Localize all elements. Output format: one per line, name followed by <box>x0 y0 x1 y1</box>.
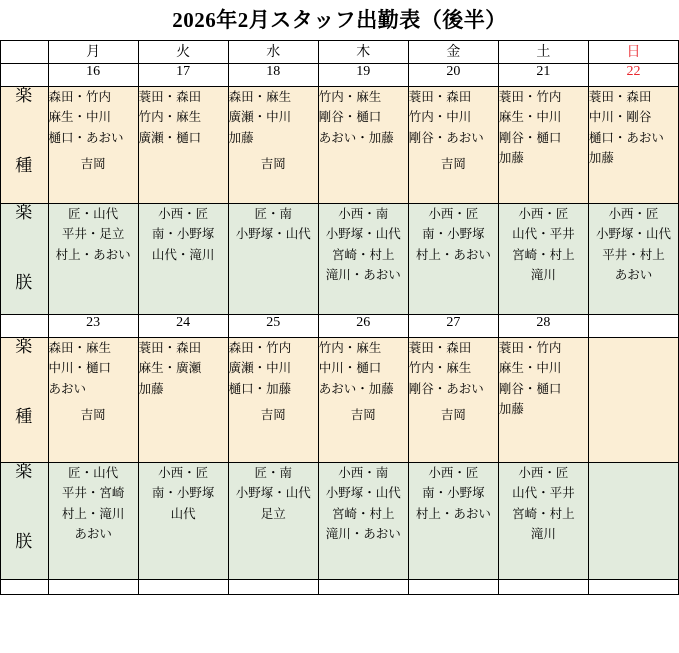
shift-line: 小西・匠 <box>428 466 479 480</box>
shift-line: 村上・滝川 <box>61 506 125 521</box>
shift-line: あおい <box>48 381 87 396</box>
shift-line: 村上・あおい <box>415 506 491 521</box>
shift-line: 南・小野塚 <box>422 486 485 501</box>
shift-cell <box>138 87 228 204</box>
shift-line: 加藤 <box>498 150 524 165</box>
shift-line: 滝川 <box>530 267 556 282</box>
shift-lead: 吉岡 <box>80 156 106 171</box>
week2-seitai-row <box>1 338 679 463</box>
partial-cell <box>588 580 678 595</box>
shift-line: あおい <box>614 267 653 282</box>
shift-line: 加藤 <box>498 401 524 416</box>
shift-lead: 吉岡 <box>440 156 466 171</box>
day-of-week-header-row <box>1 41 679 64</box>
shift-cell <box>408 338 498 463</box>
shift-line: 南・小野塚 <box>151 486 215 501</box>
shift-line: 匠・山代 <box>68 207 119 221</box>
shift-line: 宮崎・村上 <box>332 247 395 262</box>
shift-line: 南・小野塚 <box>422 227 485 242</box>
shift-cell <box>498 338 588 463</box>
partial-cell <box>318 580 408 595</box>
shift-lead: 吉岡 <box>260 407 286 422</box>
shift-line: 剛谷・樋口 <box>498 130 562 145</box>
week2-date-row <box>1 315 679 338</box>
shift-line: 蓑田・森田 <box>408 90 472 104</box>
shift-line: 蓑田・竹内 <box>498 341 562 355</box>
date-cell: 24 <box>138 315 228 338</box>
shift-line: 加藤 <box>228 130 254 145</box>
shift-cell <box>138 338 228 463</box>
shift-line: 小西・匠 <box>518 207 569 221</box>
row-label-seitai <box>1 87 49 204</box>
shift-line: 小西・匠 <box>518 466 569 480</box>
shift-cell <box>48 338 138 463</box>
shift-line: 剛谷・樋口 <box>498 381 562 396</box>
shift-line: 麻生・中川 <box>498 361 562 376</box>
date-cell: 23 <box>48 315 138 338</box>
shift-cell <box>408 204 498 315</box>
shift-line: 剛谷・あおい <box>408 381 484 396</box>
shift-cell <box>228 204 318 315</box>
shift-line: 樋口・加藤 <box>228 381 292 396</box>
shift-line: 小野塚・山代 <box>325 486 401 501</box>
date-cell: 22 <box>588 64 678 87</box>
shift-line: 山代 <box>170 506 196 521</box>
shift-line: 山代・滝川 <box>151 247 215 262</box>
shift-line: 竹内・麻生 <box>138 110 202 125</box>
shift-line: 滝川 <box>530 526 556 541</box>
next-row-partial <box>1 580 679 595</box>
shift-line: 匠・南 <box>254 466 292 480</box>
shift-line: 麻生・中川 <box>498 110 562 125</box>
shift-cell <box>498 463 588 580</box>
shift-line: 麻生・中川 <box>48 110 112 125</box>
corner-cell <box>1 41 49 64</box>
date-cell: 18 <box>228 64 318 87</box>
shift-lead: 吉岡 <box>80 407 106 422</box>
partial-cell <box>138 580 228 595</box>
shift-line: 小野塚・山代 <box>325 227 401 242</box>
week1-seitai-row <box>1 87 679 204</box>
shift-line: あおい・加藤 <box>318 381 394 396</box>
shift-line: 平井・足立 <box>61 227 125 242</box>
week1-sinkyu-row <box>1 204 679 315</box>
shift-line: 小西・南 <box>338 466 389 480</box>
shift-cell <box>408 87 498 204</box>
shift-line: 匠・南 <box>254 207 292 221</box>
date-cell: 26 <box>318 315 408 338</box>
shift-line: 南・小野塚 <box>151 227 215 242</box>
shift-line: 村上・あおい <box>415 247 491 262</box>
shift-line: 麻生・廣瀬 <box>138 361 202 376</box>
shift-line: 滝川・あおい <box>325 526 401 541</box>
shift-line: 小西・匠 <box>428 207 479 221</box>
row-label-seitai-char1: 楽 <box>15 337 34 356</box>
shift-line: あおい <box>74 526 112 541</box>
shift-lead: 吉岡 <box>260 156 286 171</box>
date-cell: 20 <box>408 64 498 87</box>
shift-line: 小西・匠 <box>158 466 209 480</box>
schedule-table <box>0 40 679 595</box>
shift-line: 森田・麻生 <box>228 90 292 104</box>
shift-line: 中川・樋口 <box>48 361 112 376</box>
shift-line: 小西・南 <box>338 207 389 221</box>
shift-line: 剛谷・樋口 <box>318 110 382 125</box>
dow-thu: 木 <box>318 41 408 64</box>
week2-date-label <box>1 315 49 338</box>
shift-cell-empty <box>588 463 678 580</box>
shift-line: 宮崎・村上 <box>332 506 395 521</box>
dow-sat: 土 <box>498 41 588 64</box>
shift-line: 竹内・中川 <box>408 110 472 125</box>
shift-line: 竹内・麻生 <box>408 361 472 376</box>
date-cell: 19 <box>318 64 408 87</box>
shift-cell <box>318 463 408 580</box>
shift-line: 中川・剛谷 <box>588 110 652 125</box>
week1-date-row <box>1 64 679 87</box>
shift-cell <box>48 463 138 580</box>
shift-line: 森田・竹内 <box>48 90 112 104</box>
shift-lead: 吉岡 <box>440 407 466 422</box>
shift-line: 宮崎・村上 <box>512 506 575 521</box>
shift-cell <box>138 204 228 315</box>
shift-line: 平井・宮崎 <box>61 486 125 501</box>
shift-line: 山代・平井 <box>512 486 575 501</box>
row-label-sinkyu-char2: 朕 <box>15 531 34 551</box>
shift-line: 小野塚・山代 <box>235 227 311 242</box>
dow-sun: 日 <box>588 41 678 64</box>
row-label-seitai <box>1 338 49 463</box>
date-cell: 16 <box>48 64 138 87</box>
shift-line: 樋口・あおい <box>48 130 124 145</box>
row-label-sinkyu <box>1 463 49 580</box>
date-cell: 28 <box>498 315 588 338</box>
dow-mon: 月 <box>48 41 138 64</box>
shift-line: 蓑田・森田 <box>138 90 202 104</box>
shift-line: 足立 <box>260 506 286 521</box>
row-label-sinkyu-char1: 楽 <box>15 203 34 222</box>
dow-wed: 水 <box>228 41 318 64</box>
shift-line: あおい・加藤 <box>318 130 394 145</box>
shift-cell <box>588 204 678 315</box>
shift-line: 平井・村上 <box>602 247 665 262</box>
partial-cell <box>408 580 498 595</box>
shift-cell <box>318 204 408 315</box>
shift-line: 宮崎・村上 <box>512 247 575 262</box>
shift-line: 滝川・あおい <box>325 267 401 282</box>
shift-line: 小西・匠 <box>608 207 659 221</box>
shift-line: 廣瀬・中川 <box>228 110 292 125</box>
shift-cell <box>498 87 588 204</box>
shift-cell <box>228 87 318 204</box>
shift-line: 山代・平井 <box>512 227 575 242</box>
shift-cell <box>48 204 138 315</box>
row-label-seitai-char1: 楽 <box>15 86 34 105</box>
date-cell: 25 <box>228 315 318 338</box>
shift-cell <box>408 463 498 580</box>
row-label-sinkyu-char2: 朕 <box>15 272 34 292</box>
row-label-sinkyu <box>1 204 49 315</box>
shift-line: 小西・匠 <box>158 207 209 221</box>
dow-fri: 金 <box>408 41 498 64</box>
shift-line: 竹内・麻生 <box>318 90 382 104</box>
shift-cell <box>48 87 138 204</box>
shift-cell <box>498 204 588 315</box>
shift-line: 剛谷・あおい <box>408 130 484 145</box>
week2-sinkyu-row <box>1 463 679 580</box>
dow-tue: 火 <box>138 41 228 64</box>
week1-date-label <box>1 64 49 87</box>
date-cell: 27 <box>408 315 498 338</box>
shift-lead: 吉岡 <box>350 407 376 422</box>
row-label-seitai-char2: 種 <box>15 406 34 426</box>
row-label-seitai-char2: 種 <box>15 155 34 175</box>
page-title: 2026年2月スタッフ出勤表（後半） <box>172 8 507 32</box>
shift-cell <box>318 338 408 463</box>
shift-cell-empty <box>588 338 678 463</box>
partial-cell <box>228 580 318 595</box>
partial-cell <box>498 580 588 595</box>
shift-line: 廣瀬・中川 <box>228 361 292 376</box>
shift-line: 小野塚・山代 <box>235 486 311 501</box>
shift-line: 廣瀬・樋口 <box>138 130 202 145</box>
date-cell: 17 <box>138 64 228 87</box>
shift-line: 樋口・あおい <box>588 130 664 145</box>
shift-cell <box>318 87 408 204</box>
partial-cell <box>1 580 49 595</box>
date-cell: 21 <box>498 64 588 87</box>
shift-line: 加藤 <box>138 381 164 396</box>
shift-line: 蓑田・森田 <box>588 90 652 104</box>
shift-line: 匠・山代 <box>68 466 119 480</box>
shift-line: 蓑田・森田 <box>408 341 472 355</box>
shift-line: 小野塚・山代 <box>595 227 671 242</box>
shift-cell <box>228 338 318 463</box>
shift-line: 森田・麻生 <box>48 341 112 355</box>
shift-line: 蓑田・竹内 <box>498 90 562 104</box>
shift-line: 森田・竹内 <box>228 341 292 355</box>
shift-line: 村上・あおい <box>55 247 131 262</box>
shift-line: 竹内・麻生 <box>318 341 382 355</box>
row-label-sinkyu-char1: 楽 <box>15 462 34 481</box>
date-cell-empty <box>588 315 678 338</box>
shift-cell <box>138 463 228 580</box>
partial-cell <box>48 580 138 595</box>
shift-line: 中川・樋口 <box>318 361 382 376</box>
shift-cell <box>588 87 678 204</box>
shift-cell <box>228 463 318 580</box>
shift-line: 蓑田・森田 <box>138 341 202 355</box>
shift-line: 加藤 <box>588 150 614 165</box>
